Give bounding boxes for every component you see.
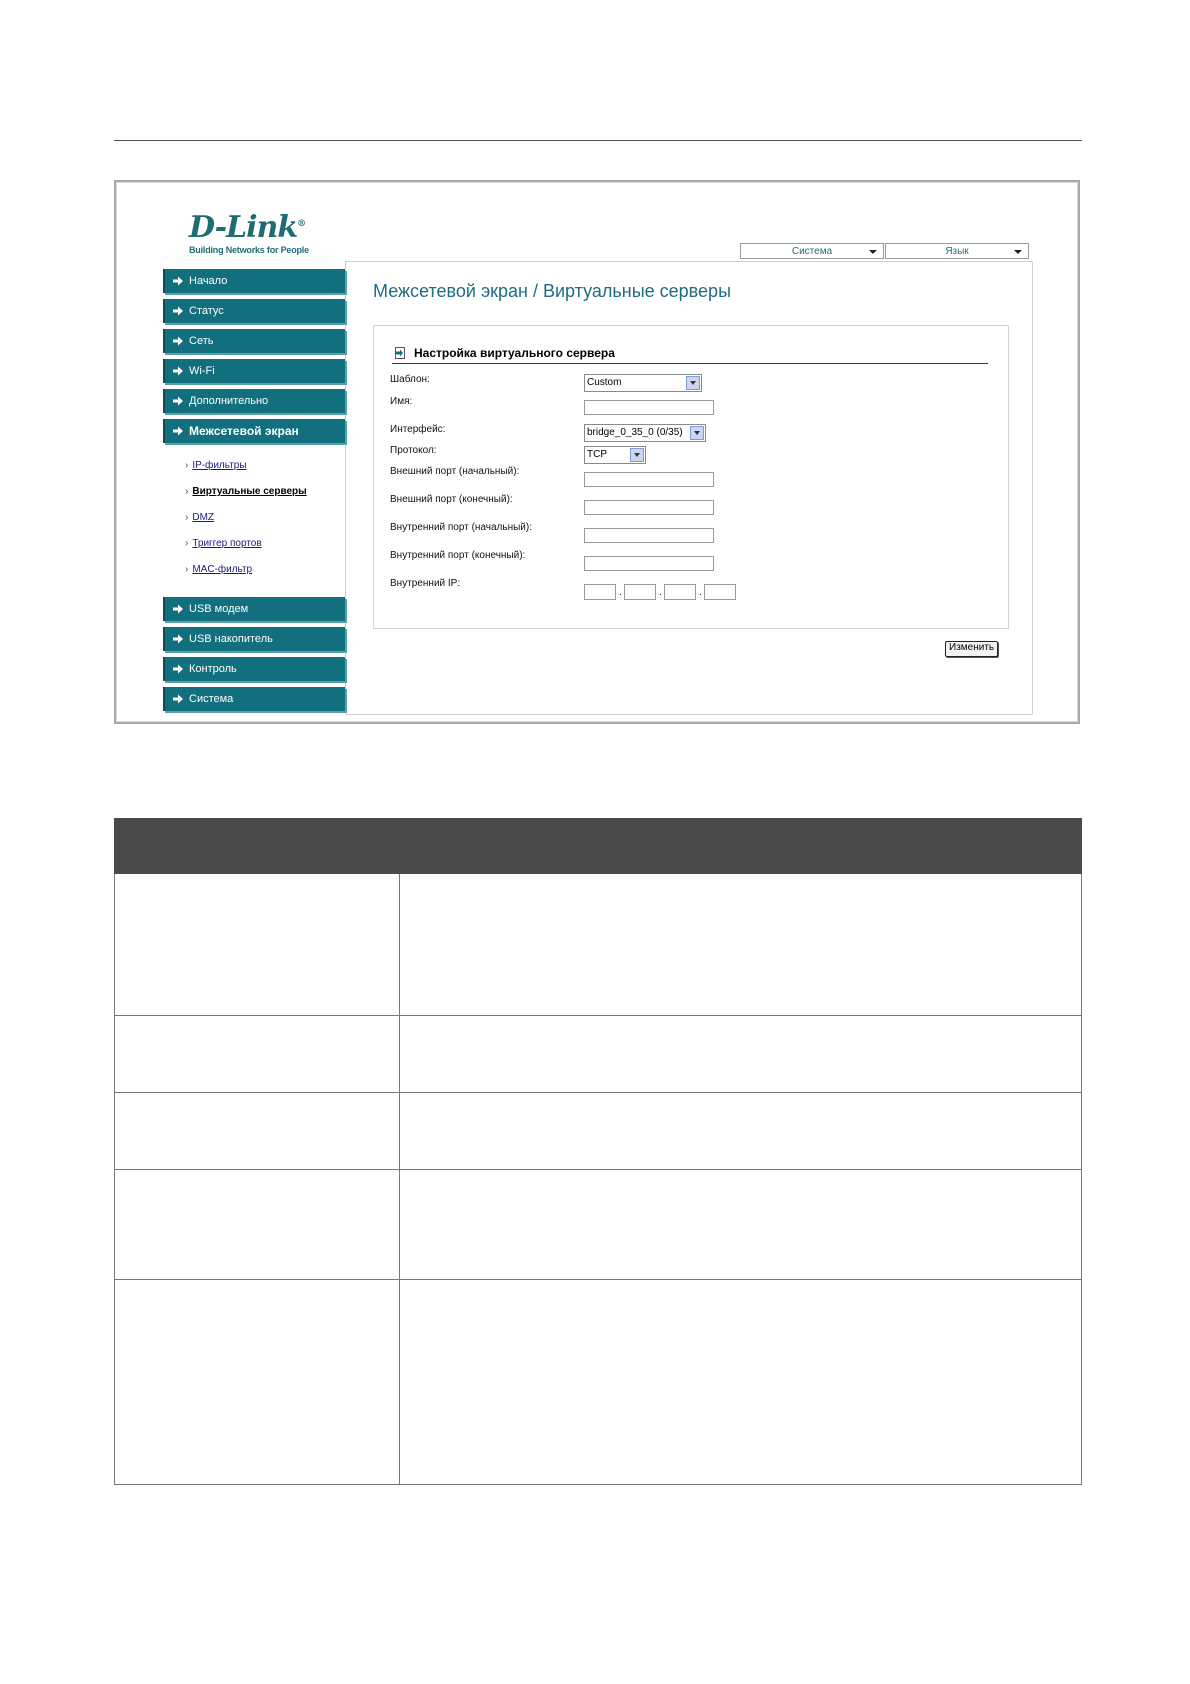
logo-registered-mark: ® xyxy=(297,219,306,229)
sidebar-item-label: Wi-Fi xyxy=(189,365,215,377)
table-cell xyxy=(115,1016,400,1093)
table-cell xyxy=(115,1280,400,1485)
interface-value: bridge_0_35_0 (0/35) xyxy=(587,427,683,438)
virtual-server-form xyxy=(373,325,1009,629)
sidebar-item-status[interactable] xyxy=(163,299,345,323)
sidebar-item-label: Сеть xyxy=(189,335,214,347)
int-ip-octet-1[interactable] xyxy=(584,584,616,600)
bullet-icon: › xyxy=(185,486,189,497)
sidebar xyxy=(163,269,345,717)
language-menu-dropdown[interactable] xyxy=(885,243,1029,259)
arrow-right-icon xyxy=(173,694,183,704)
sidebar-item-label: Межсетевой экран xyxy=(189,424,299,438)
ip-separator: . xyxy=(699,587,702,598)
table-cell xyxy=(400,1170,1082,1280)
submenu-link[interactable]: Триггер портов xyxy=(192,538,262,549)
int-port-start-label: Внутренний порт (начальный): xyxy=(390,522,532,533)
top-rule xyxy=(114,140,1082,141)
document-arrow-icon xyxy=(394,347,406,359)
interface-label: Интерфейс: xyxy=(390,424,446,435)
int-ip-octet-3[interactable] xyxy=(664,584,696,600)
int-port-end-input[interactable] xyxy=(584,556,714,571)
bullet-icon: › xyxy=(185,564,189,575)
ext-port-start-label: Внешний порт (начальный): xyxy=(390,466,520,477)
table-cell xyxy=(400,1280,1082,1485)
table-header-cell xyxy=(400,819,1082,874)
protocol-select[interactable] xyxy=(584,446,646,464)
table-cell xyxy=(400,874,1082,1016)
submenu-link[interactable]: Виртуальные серверы xyxy=(192,486,307,497)
submenu-link[interactable]: DMZ xyxy=(192,512,215,523)
change-button[interactable]: Изменить xyxy=(945,641,998,657)
arrow-right-icon xyxy=(173,396,183,406)
bullet-icon: › xyxy=(185,512,189,523)
system-menu-label: Система xyxy=(791,246,833,257)
page-title: Межсетевой экран / Виртуальные серверы xyxy=(373,281,732,301)
sidebar-item-control[interactable] xyxy=(163,657,345,681)
sidebar-item-wifi[interactable] xyxy=(163,359,345,383)
ext-port-end-label: Внешний порт (конечный): xyxy=(390,494,513,505)
bullet-icon: › xyxy=(185,460,189,471)
template-value: Custom xyxy=(587,377,622,388)
table-row xyxy=(115,1170,1082,1280)
submenu-link[interactable]: MAC-фильтр xyxy=(192,564,253,575)
template-label: Шаблон: xyxy=(390,374,430,385)
submenu-item-port-trigger[interactable] xyxy=(185,531,345,557)
table-cell xyxy=(400,1093,1082,1170)
table-cell xyxy=(400,1016,1082,1093)
ext-port-end-input[interactable] xyxy=(584,500,714,515)
int-port-end-label: Внутренний порт (конечный): xyxy=(390,550,526,561)
ext-port-start-input[interactable] xyxy=(584,472,714,487)
arrow-right-icon xyxy=(173,634,183,644)
form-title-text: Настройка виртуального сервера xyxy=(414,346,615,360)
int-port-start-input[interactable] xyxy=(584,528,714,543)
arrow-right-icon xyxy=(173,276,183,286)
table-header-cell xyxy=(115,819,400,874)
name-label: Имя: xyxy=(390,396,413,407)
table-row xyxy=(115,1016,1082,1093)
logo-tagline: Building Networks for People xyxy=(189,245,309,255)
sidebar-item-label: Начало xyxy=(189,275,228,287)
ip-separator: . xyxy=(659,587,662,598)
system-menu-dropdown[interactable] xyxy=(740,243,884,259)
form-section-title xyxy=(392,344,988,364)
dlink-logo xyxy=(189,209,309,255)
sidebar-item-usb-modem[interactable] xyxy=(163,597,345,621)
sidebar-item-label: USB накопитель xyxy=(189,633,273,645)
table-row xyxy=(115,1093,1082,1170)
sidebar-item-advanced[interactable] xyxy=(163,389,345,413)
int-ip-label: Внутренний IP: xyxy=(390,578,461,589)
arrow-right-icon xyxy=(173,336,183,346)
chevron-down-icon xyxy=(690,426,704,440)
firewall-submenu xyxy=(163,449,345,597)
bullet-icon: › xyxy=(185,538,189,549)
sidebar-item-home[interactable] xyxy=(163,269,345,293)
language-menu-label: Язык xyxy=(945,246,969,257)
sidebar-item-firewall[interactable] xyxy=(163,419,345,443)
router-web-ui-inner xyxy=(116,182,1078,722)
table-cell xyxy=(115,1093,400,1170)
interface-select[interactable] xyxy=(584,424,706,442)
sidebar-item-label: Контроль xyxy=(189,663,237,675)
chevron-down-icon xyxy=(686,376,700,390)
caret-down-icon xyxy=(869,250,877,254)
arrow-right-icon xyxy=(173,664,183,674)
template-select[interactable] xyxy=(584,374,702,392)
arrow-right-icon xyxy=(173,604,183,614)
protocol-value: TCP xyxy=(587,449,607,460)
logo-text: D-Link xyxy=(189,210,298,245)
sidebar-item-system[interactable] xyxy=(163,687,345,711)
table-row xyxy=(115,1280,1082,1485)
int-ip-octet-4[interactable] xyxy=(704,584,736,600)
arrow-right-icon xyxy=(173,426,183,436)
table-row xyxy=(115,874,1082,1016)
sidebar-item-label: USB модем xyxy=(189,603,249,615)
table-cell xyxy=(115,1170,400,1280)
name-input[interactable] xyxy=(584,400,714,415)
submenu-item-dmz[interactable] xyxy=(185,505,345,531)
int-ip-octet-2[interactable] xyxy=(624,584,656,600)
ip-separator: . xyxy=(619,587,622,598)
submenu-item-virtual-servers[interactable] xyxy=(185,479,345,505)
protocol-label: Протокол: xyxy=(390,445,437,456)
sidebar-item-network[interactable] xyxy=(163,329,345,353)
parameters-table xyxy=(114,818,1082,1485)
submenu-link[interactable]: IP-фильтры xyxy=(192,460,247,471)
router-web-ui-screenshot xyxy=(114,180,1080,724)
table-cell xyxy=(115,874,400,1016)
arrow-right-icon xyxy=(173,366,183,376)
sidebar-item-label: Дополнительно xyxy=(189,395,269,407)
caret-down-icon xyxy=(1014,250,1022,254)
chevron-down-icon xyxy=(630,448,644,462)
sidebar-item-label: Статус xyxy=(189,305,224,317)
arrow-right-icon xyxy=(173,306,183,316)
sidebar-item-usb-storage[interactable] xyxy=(163,627,345,651)
submenu-item-mac-filter[interactable] xyxy=(185,557,345,583)
submenu-item-ip-filters[interactable] xyxy=(185,453,345,479)
table-header-row xyxy=(115,819,1082,874)
sidebar-item-label: Система xyxy=(189,693,234,705)
